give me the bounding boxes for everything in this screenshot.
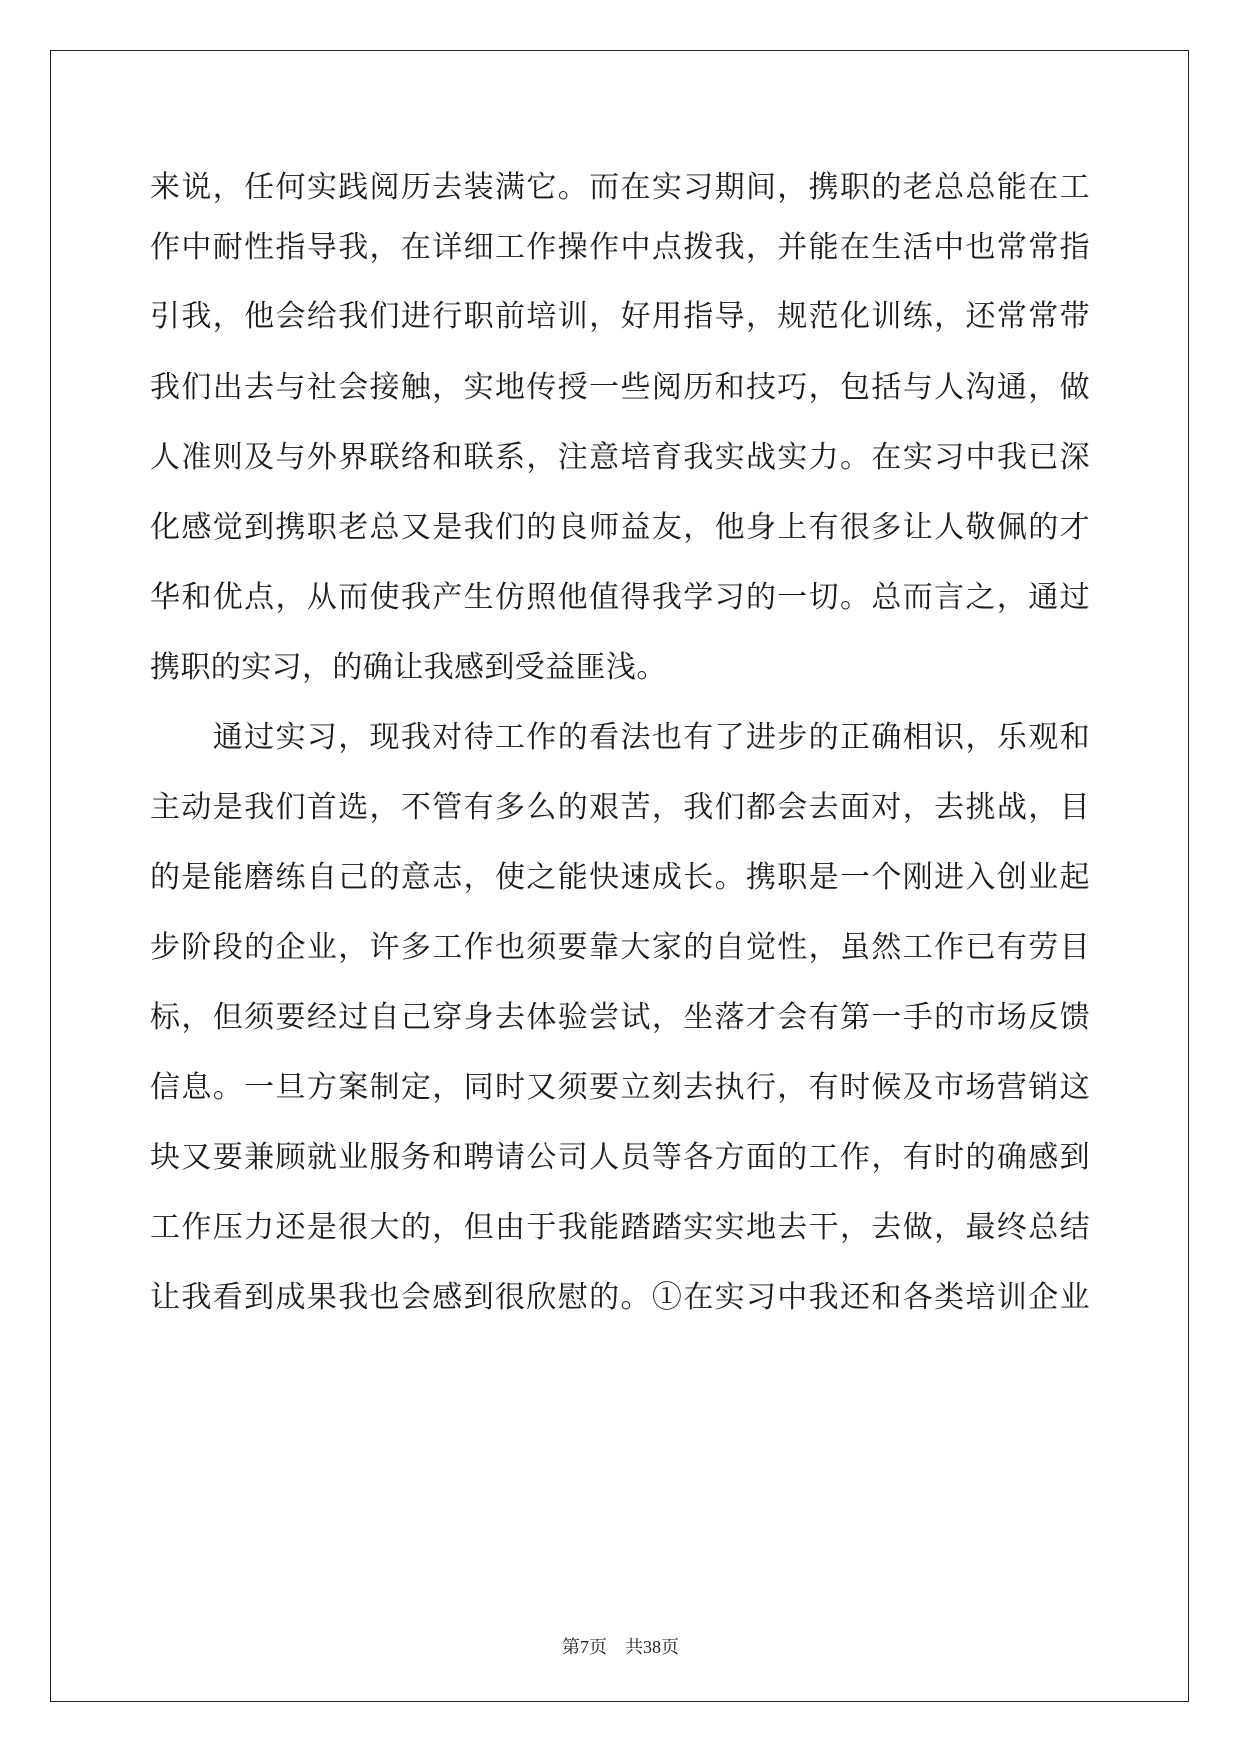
text-line: 来说，任何实践阅历去装满它。而在实习期间，携职的老总总能在工 [150,170,1090,205]
text-line: 化感觉到携职老总又是我们的良师益友，他身上有很多让人敬佩的才 [150,510,1090,545]
text-line: 主动是我们首选，不管有多么的艰苦，我们都会去面对，去挑战，目 [150,790,1090,825]
text-line: 人准则及与外界联络和联系，注意培育我实战实力。在实习中我已深 [150,440,1090,475]
page-number-footer: 第7页 共38页 [562,1637,679,1657]
text-line: 工作压力还是很大的，但由于我能踏踏实实地去干，去做，最终总结 [150,1210,1090,1245]
text-line: 华和优点，从而使我产生仿照他值得我学习的一切。总而言之，通过 [150,580,1090,615]
text-line: 信息。一旦方案制定，同时又须要立刻去执行，有时候及市场营销这 [150,1070,1090,1105]
text-line: 携职的实习，的确让我感到受益匪浅。 [150,650,667,685]
text-line: 块又要兼顾就业服务和聘请公司人员等各方面的工作，有时的确感到 [150,1140,1090,1175]
text-line: 步阶段的企业，许多工作也须要靠大家的自觉性，虽然工作已有劳目 [150,930,1090,965]
text-line: 引我，他会给我们进行职前培训，好用指导，规范化训练，还常常带 [150,299,1090,334]
text-line: 的是能磨练自己的意志，使之能快速成长。携职是一个刚进入创业起 [150,860,1090,895]
text-line: 让我看到成果我也会感到很欣慰的。①在实习中我还和各类培训企业 [150,1280,1090,1315]
text-line: 我们出去与社会接触，实地传授一些阅历和技巧，包括与人沟通，做 [150,370,1090,405]
text-line: 通过实习，现我对待工作的看法也有了进步的正确相识，乐观和 [150,720,1090,755]
text-line: 作中耐性指导我，在详细工作操作中点拨我，并能在生活中也常常指 [150,230,1090,265]
text-line: 标，但须要经过自己穿身去体验尝试，坐落才会有第一手的市场反馈 [150,1000,1090,1035]
